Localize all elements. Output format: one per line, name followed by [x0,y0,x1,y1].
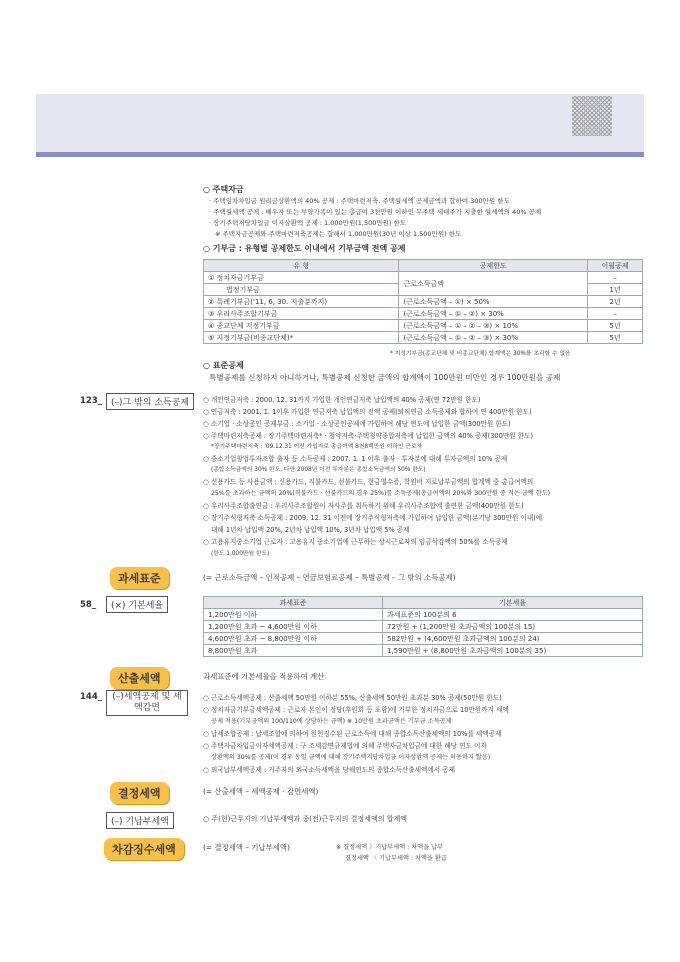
other-deduction-label: (–)그 밖의 소득공제 [106,393,194,410]
prepaid-tax-text: ○ 주(현)근무지의 기납부세액과 종(전)근무지의 결정세액의 합계액 [203,814,407,824]
prepaid-tax-label: (–) 기납부세액 [106,812,174,829]
text-line: 25%를 초과하는 금액의 20%(직불카드 · 선불카드의 경우 25%)를 소득공제(총급여액의 20%와 300만원 중 적은 금액 한도) [211,490,551,497]
table-cell: 5년 [587,320,642,332]
table-cell: ② 특례기부금('11, 6, 30. 지출분까지) [204,296,399,308]
table-cell: 4,600만원 초과 ~ 8,800만원 이하 [204,633,383,645]
text-line: ○ 고용유지중소기업 근로자 : 고용유지 중소기업에 근무하는 상시근로자의 임금삭감액의 50%를 소득공제 [203,536,508,546]
table-header: 기본세율 [383,597,643,609]
tax-base-formula: (= 근로소득금액 – 인적공제 – 연금보험료공제 – 특별공제 – 그 밖의 소득공제) [203,573,456,582]
text-line: (종합소득금액의 30% 한도, 다만 2008년 이전 투자분은 종합소득금액의 50% 한도) [211,467,426,473]
text-line: ○ 신용카드 등 사용금액 : 신용카드, 직불카드, 선불카드, 현금영수증, 학원비 지로납부금액의 합계액 중 총급여액의 [203,476,533,486]
section-title-housing: ○ 주택자금 [203,184,244,195]
text-line: ○ 중소기업창업투자조합 출자 등 소득공제 : 2007. 1. 1 이후 출자 · 투자분에 대해 투자금액의 10% 공제 [203,453,507,463]
section-title-donation: ○ 기부금 : 유형별 공제한도 이내에서 기부금액 전액 공제 [203,243,405,254]
text-line: · 주택월세액 공제 : 배우자 또는 부양가족이 있는 총급여 3천만원 이하인 무주택 세대주가 지출한 월세액의 40% 공제 [209,208,542,216]
table-header: 유 형 [204,260,399,272]
settlement-tax-tag: 차감징수세액 [104,838,184,860]
table-cell: 582만원 + (4,600만원 초과금액의 100분의 24) [383,633,643,645]
text-line: 특별공제를 신청하지 아니하거나, 특별공제 신청한 금액의 합계액이 100만원 미만인 경우 100만원을 공제 [209,373,561,382]
tax-credit-label: (–)세액공제 및 세액감면 [106,690,188,716]
rate-table-wrap [203,596,643,657]
text-line: ○ 연금저축 : 2001. 1. 1이후 가입한 연금저축 납입액의 전액 공제(퇴직연금 소득공제와 합하여 연 400만원 한도) [203,406,532,416]
text-line: · 장기주택저당차입금 이자상환액 공제 : 1,000만원(1,500만원) 한도 [209,219,407,227]
table-cell: ⑤ 지정기부금(비종교단체)* [204,332,399,344]
table-header: 과세표준 [204,597,383,609]
calculated-tax-tag: 산출세액 [110,667,169,689]
table-cell: (근로소득금액 – ①) × 50% [399,296,588,308]
rate-table [203,596,643,657]
table-cell: – [587,308,642,320]
text-line: ○ 주택마련저축공제 : 장기주택마련저축* · 청약저축·주택청약종합저축에 납입한 금액의 40% 공제(300만원 한도) [203,430,533,440]
header-rule [36,152,644,157]
text-line: *장기주택마련저축 : '09.12.31 이전 가입자로 총급여액 8천8백만원 이하인 근로자 [211,444,423,450]
header-band [36,94,644,152]
settlement-note: 결정세액 〈 기납부세액 : 차액을 환급 [345,855,447,862]
table-cell: 2년 [587,296,642,308]
table-header: 공제한도 [399,260,588,272]
table-cell: ④ 종교단체 지정기부금 [204,320,399,332]
table-cell: – [587,272,642,284]
table-cell: 근로소득금액 [399,272,588,296]
text-line: ○ 소기업 · 소상공인 공제부금 : 소기업 · 소상공인공제에 가입하여 해당 연도에 납입한 금액(300만원 한도) [203,418,511,428]
table-cell: 5년 [587,332,642,344]
text-line: (한도 1,000만원 한도) [211,551,270,557]
settlement-formula: (= 결정세액 – 기납부세액) [203,843,290,852]
page-ref: 58_ [80,600,97,610]
table-cell: 8,800만원 초과 [204,645,383,657]
text-line: ○ 정치자금기부금세액공제 : 근로자 본인이 정당(후원회 등 포함)에 기부한 정치자금으로 10만원까지 세액 [203,704,509,714]
table-header: 이월공제 [587,260,642,272]
table-cell: (근로소득금액 – ① – ② – ③) × 30% [399,332,588,344]
text-line: ○ 장기주식형저축 소득공제 : 2009. 12. 31 이전에 장기주식형저축에 가입하여 납입한 금액(분기당 300만원 이내)에 [203,512,542,522]
section-title-standard: ○ 표준공제 [203,360,244,371]
table-note: * 지정기부금(종교단체 및 비종교단체) 합계액은 30%를 초과할 수 없음 [390,351,571,357]
text-line: ○ 근로소득세액공제 : 산출세액 50만원 이하분 55%, 산출세액 50만원 초과분 30% 공제(50만원 한도) [203,692,502,702]
page-ref: 144_ [80,692,102,702]
decided-tax-tag: 결정세액 [110,782,169,804]
text-line: · 주택임차차입금 원리금상환액의 40% 공제 : 주택마련저축, 주택월세액 공제금액과 합하여 300만원 한도 [209,197,510,205]
table-cell: ③ 우리사주조합기부금 [204,308,399,320]
calculated-tax-text: 과세표준에 기본세율을 적용하여 계산 [203,672,325,681]
text-line: ○ 개인연금저축 : 2000. 12. 31까지 가입한 개인연금저축 납입액의 40% 공제(연 72만원 한도) [203,394,480,404]
text-line: 공제 적용(기부금액의 100/110에 상당하는 금액) ※ 10만원 초과금액은 기부금 소득공제 [211,718,452,725]
text-line: ※ 주택자금공제와 주택마련저축공제는 합해서 1,000만원(30년 이상 1,500만원) 한도 [215,230,462,238]
text-line: 상환액의 30%를 공제(이 경우 동일 금액에 대해 장기주택저당차입금 이자상환액 공제는 허용하지 않음) [211,754,491,761]
text-line: ○ 주택자금차입금이자세액공제 : 구 조세감면규제법에 의해 주택자금차입금에 대한 해당 연도 이자 [203,740,487,750]
table-cell: 법정기부금 [204,284,399,296]
text-line: ○ 우리사주조합출연금 : 우리사주조합원이 자사주를 취득하기 위해 우리사주조합에 출연한 금액(400만원 한도) [203,500,524,510]
table-cell: 과세표준의 100분의 6 [383,609,643,621]
text-line: ○ 납세조합공제 : 납세조합에 의하여 원천징수된 근로소득에 대해 종합소득산출세액의 10%를 세액공제 [203,728,501,738]
page-ref: 123_ [80,396,102,406]
basic-rate-label: (×) 기본세율 [106,596,168,613]
pattern-icon [572,96,612,136]
decided-tax-text: (= 산출세액 – 세액공제 · 감면세액) [203,787,319,796]
table-cell: (근로소득금액 – ① – ② – ③) × 10% [399,320,588,332]
table-cell: 72만원 + (1,200만원 초과금액의 100분의 15) [383,621,643,633]
table-cell: 1년 [587,284,642,296]
table-cell: (근로소득금액 – ① – ②) × 30% [399,308,588,320]
table-cell: 1,200만원 초과 ~ 4,600만원 이하 [204,621,383,633]
settlement-note: ※ 결정세액 〉기납부세액 : 차액을 납부 [336,844,443,851]
table-cell: 1,200만원 이하 [204,609,383,621]
table-cell: 1,590만원 + (8,800만원 초과금액의 100분의 35) [383,645,643,657]
text-line: 대해 1년차 납입액 20%, 2년차 납입액 10%, 3년차 납입액 5% 공제 [211,526,410,534]
text-line: ○ 외국납부세액공제 : 거주자의 외국소득세액을 당해연도의 종합소득산출세액에서 공제 [203,764,455,774]
donation-table-wrap [203,259,643,344]
table-cell: ① 정치자금기부금 [204,272,399,284]
donation-table [203,259,643,344]
tax-base-tag: 과세표준 [110,567,169,589]
